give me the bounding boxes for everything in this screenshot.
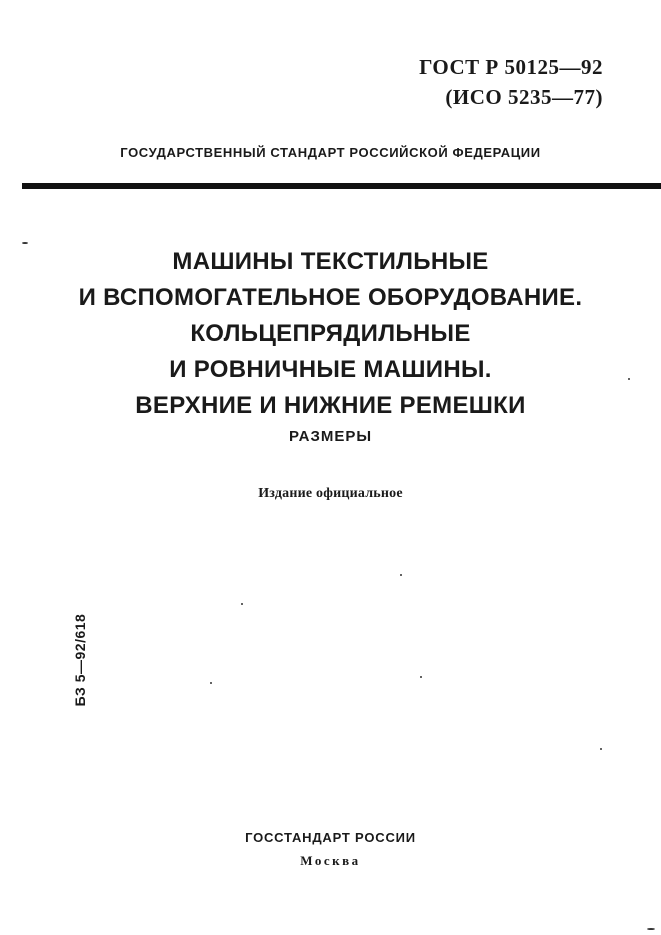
publisher-city: Москва [300,853,361,868]
scan-speck [420,676,422,678]
gost-number: ГОСТ Р 50125—92 [419,55,603,79]
state-standard-heading: ГОСУДАРСТВЕННЫЙ СТАНДАРТ РОССИЙСКОЙ ФЕДЕРАЦИИ [120,145,541,160]
title-line: И РОВНИЧНЫЕ МАШИНЫ. [169,356,492,383]
document-title [0,244,661,424]
title-line: КОЛЬЦЕПРЯДИЛЬНЫЕ [190,320,471,347]
scan-speck [210,682,212,684]
scan-speck [647,928,655,930]
title-line: МАШИНЫ ТЕКСТИЛЬНЫЕ [172,248,489,275]
scan-speck [22,242,28,244]
side-catalog-code: БЗ 5—92/618 [72,613,88,707]
scan-speck [628,378,630,380]
scan-speck [241,603,243,605]
title-line: ВЕРХНИЕ И НИЖНИЕ РЕМЕШКИ [135,392,526,419]
document-number-block [343,52,603,112]
edition-note: Издание официальное [258,486,403,501]
title-line: И ВСПОМОГАТЕЛЬНОЕ ОБОРУДОВАНИЕ. [78,284,583,311]
header-rule [22,183,661,189]
iso-number: (ИСО 5235—77) [445,85,603,109]
publisher-name: ГОССТАНДАРТ РОССИИ [245,830,416,845]
document-subtitle: РАЗМЕРЫ [288,428,373,445]
scan-speck [400,574,402,576]
scan-speck [600,748,602,750]
